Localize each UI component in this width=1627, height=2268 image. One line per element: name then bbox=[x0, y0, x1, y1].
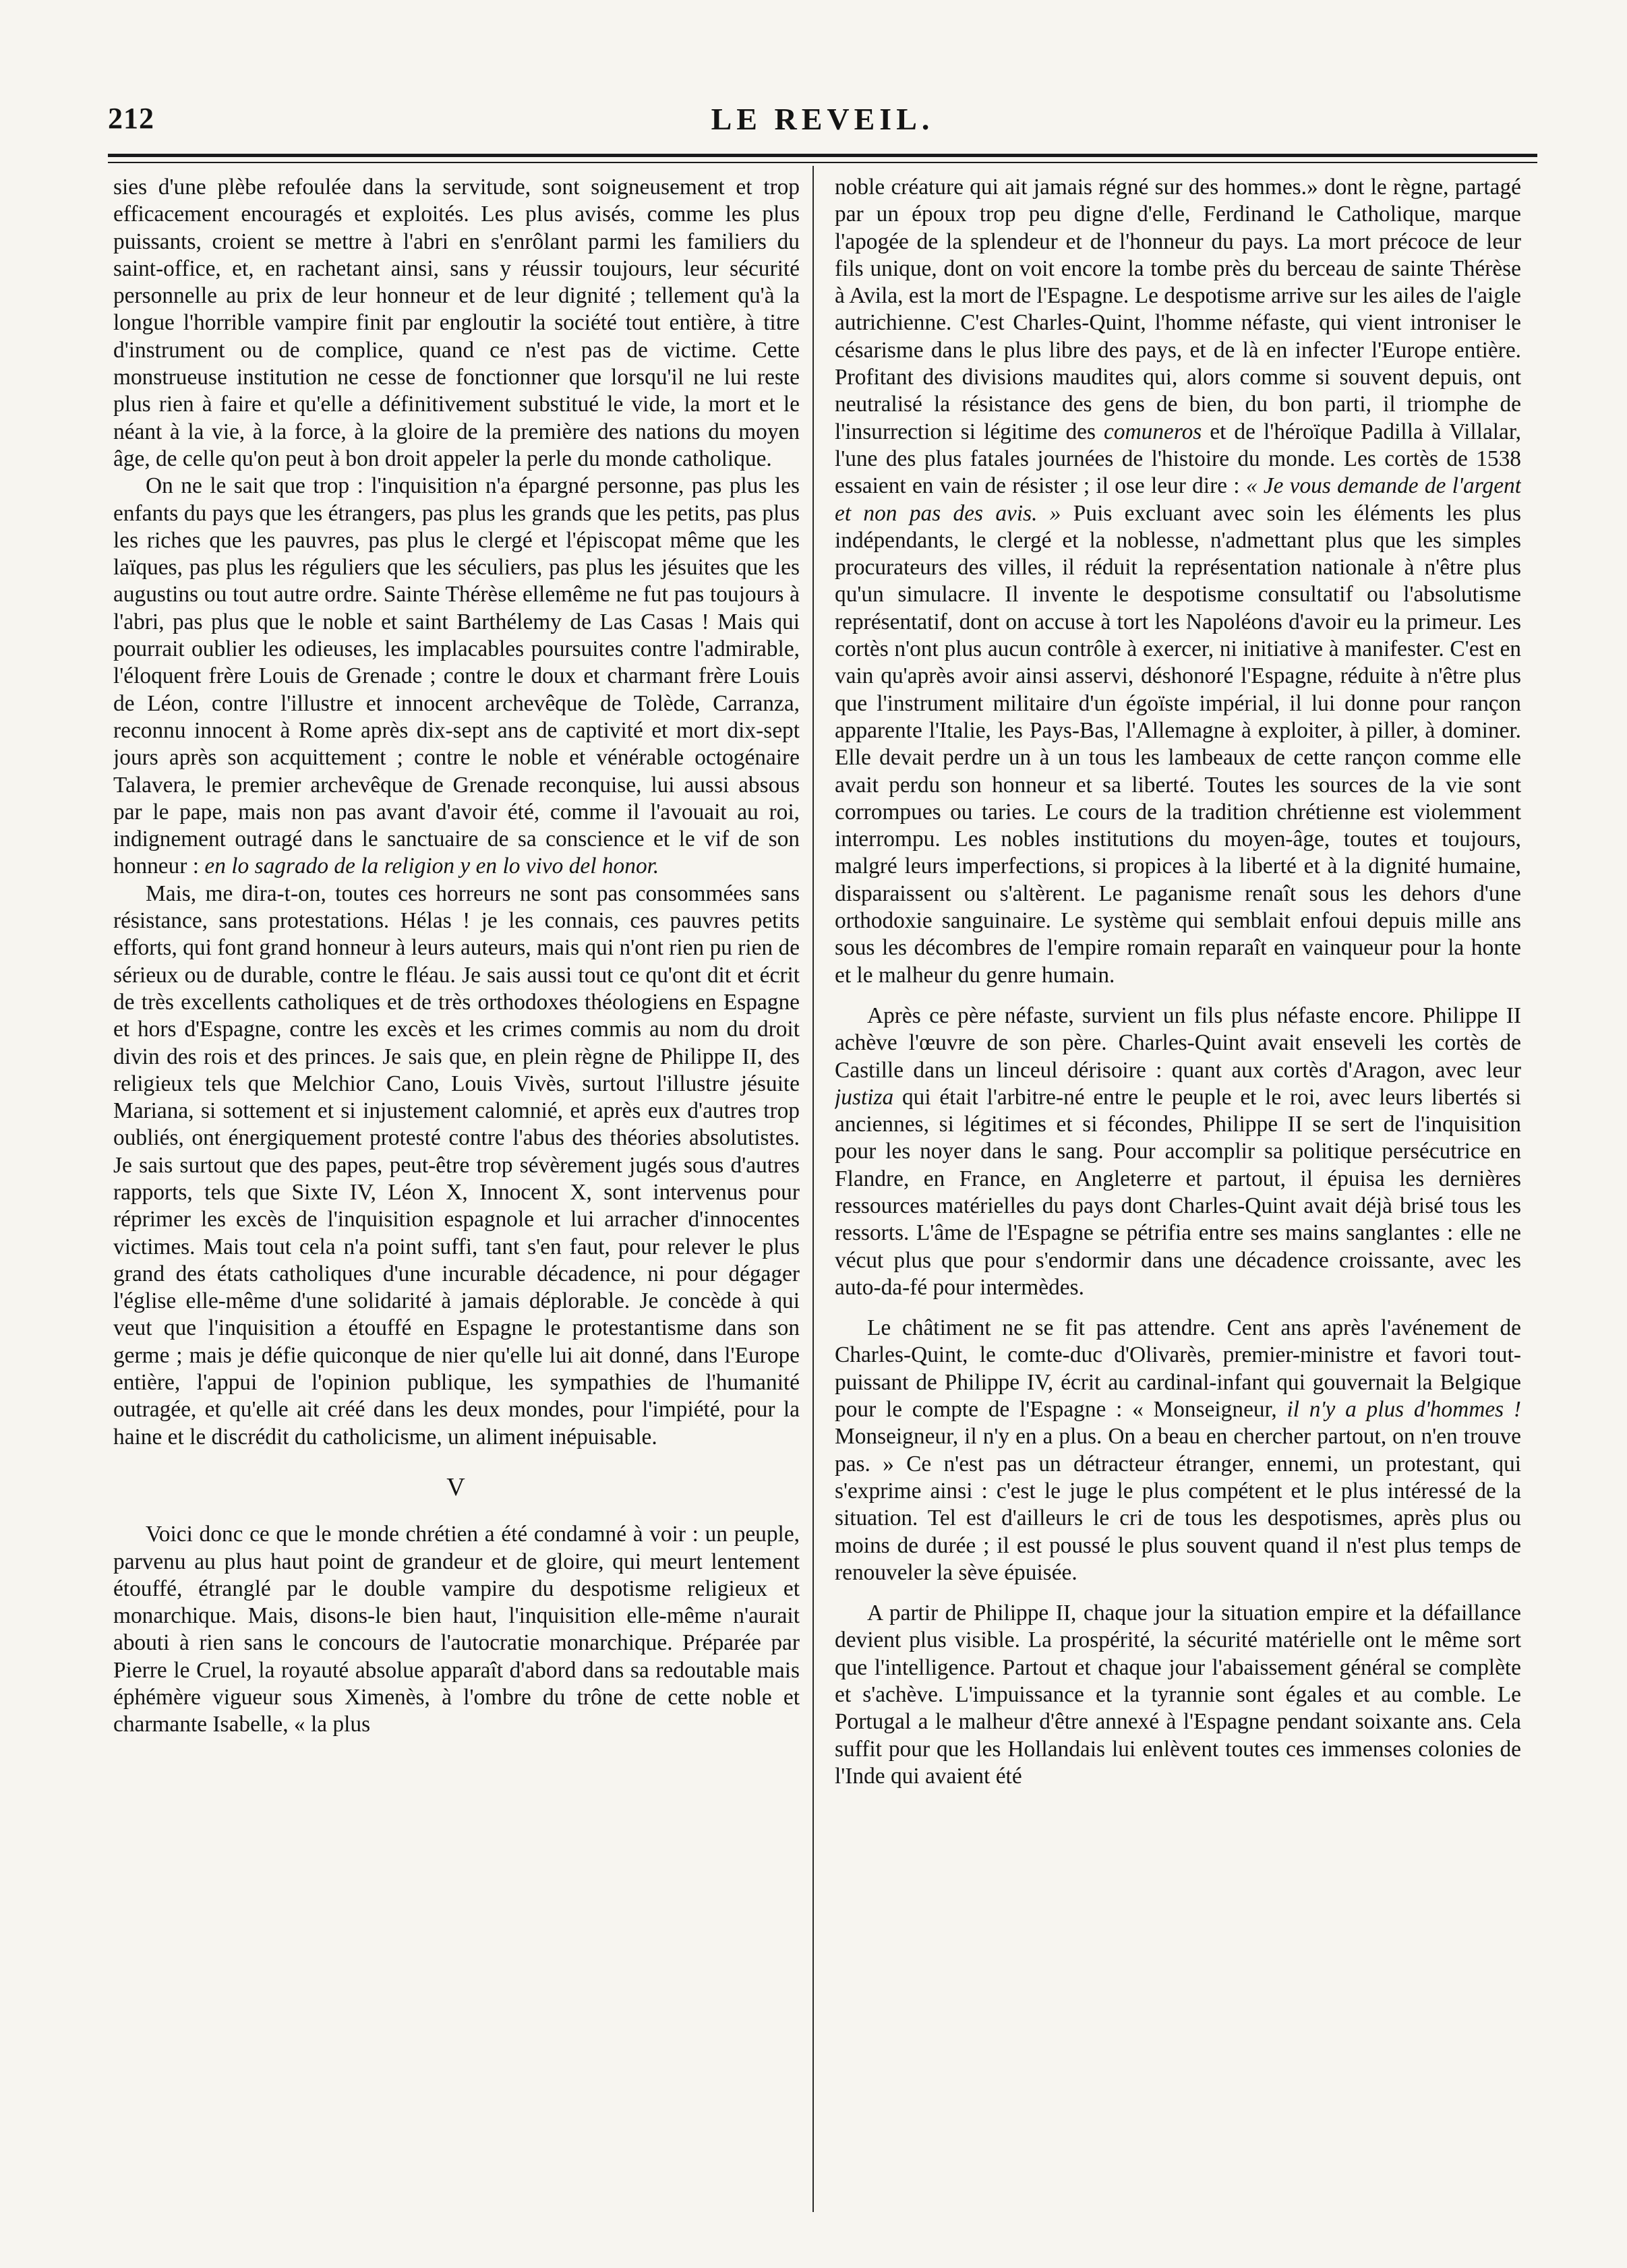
right-paragraph-4: A partir de Philippe II, chaque jour la situation empire et la défaillance devient plus visible. La prospérité, la sécurité matérielle ont le même sort que l'intelligence. Partout et chaque jour l'abaissement général se complète et s'achève. L'impuissance et la tyrannie sont égales et au comble. Le Portugal a le malheur d'être annexé à l'Espagne pendant soixante ans. Cela suffit pour que les Hollandais lui enlèvent toutes ces immenses colonies de l'Inde qui avaient été bbox=[835, 1601, 1521, 1789]
right-paragraph-3-text-a: Le châtiment ne se fit pas attendre. Cent ans après l'avénement de Charles-Quint, le comte-duc d'Olivarès, premier-ministre et favori tout-puissant de Philippe IV, écrit au cardinal-infant qui gouvernait la Belgique pour le compte de l'Espagne : « Monseigneur, bbox=[835, 1315, 1521, 1423]
left-paragraph-2-quote: en lo sagrado de la religion y en lo vivo del honor. bbox=[204, 854, 659, 879]
right-paragraph-1-italic-a: comuneros bbox=[1104, 419, 1202, 444]
header-rule-thick bbox=[108, 154, 1537, 157]
right-paragraph-2-text-b: qui était l'arbitre-né entre le peuple et le roi, avec leurs libertés si anciennes, si légitimes et si fécondes, Philippe II se sert de l'inquisition pour les noyer dans le sang. Pour accomplir sa politique persécutrice en Flandre, en France, en Angleterre et partout, il épuisa les dernières ressources matérielles du pays dont Charles-Quint avait déjà brisé tous les ressorts. L'âme de l'Espagne se pétrifia entre ses mains sanglantes : elle ne vécut plus que pour s'endormir dans une décadence croissante, avec les auto-da-fé pour intermèdes. bbox=[835, 1084, 1521, 1300]
right-paragraph-3-italic: il n'y a plus d'hommes ! bbox=[1286, 1397, 1521, 1423]
left-paragraph-2-text: On ne le sait que trop : l'inquisition n'a épargné personne, pas plus les enfants du pays que les étrangers, pas plus les grands que les petits, pas plus les riches que les pauvres, pas plus le clergé et l'épiscopat même que les laïques, pas plus les réguliers que les séculiers, pas plus les jésuites que les augustins ou tout autre ordre. Sainte Thérèse ellemême ne fut pas toujours à l'abri, pas plus que le noble et saint Barthélemy de Las Casas ! Mais qui pourrait oublier les odieuses, les implacables poursuites contre l'admirable, l'éloquent frère Louis de Grenade ; contre le doux et charmant frère Louis de Léon, contre l'illustre et innocent archevêque de Tolède, Carranza, reconnu innocent à Rome après dix-sept ans de captivité et mort dix-sept jours après son acquittement ; contre le noble et vénérable octogénaire Talavera, le premier archevêque de Grenade reconquise, lui aussi absous par le pape, mais non pas avant d'avoir été, comme il l'avouait au roi, indignement outragé dans le sanctuaire de sa conscience et le vif de son honneur : bbox=[113, 473, 800, 879]
right-paragraph-1-text-a: noble créature qui ait jamais régné sur des hommes.» dont le règne, partagé par un époux trop peu digne d'elle, Ferdinand le Catholique, marque l'apogée de la splendeur et de l'honneur du pays. La mort précoce de leur fils unique, dont on voit encore la tombe près du berceau de sainte Thérèse à Avila, est la mort de l'Espagne. Le despotisme arrive sur les ailes de l'aigle autrichienne. C'est Charles-Quint, l'homme néfaste, qui vient introniser le césarisme dans le plus libre des pays, et de là en infecter l'Europe entière. Profitant des divisions maudites qui, alors comme si souvent depuis, ont neutralisé la résistance des gens de bien, du bon parti, il triomphe de l'insurrection si légitime des bbox=[835, 175, 1521, 444]
right-paragraph-1 bbox=[835, 174, 1521, 989]
right-paragraph-3 bbox=[835, 1315, 1521, 1586]
section-heading: V bbox=[446, 1472, 467, 1501]
right-paragraph-1-italic-b: « Je vous demande de l'argent et non pas des avis. » bbox=[835, 473, 1521, 526]
running-title: LE REVEIL. bbox=[711, 102, 935, 136]
left-paragraph-3: Mais, me dira-t-on, toutes ces horreurs ne sont pas consommées sans résistance, sans protestations. Hélas ! je les connais, ces pauvres petits efforts, qui font grand honneur à leurs auteurs, mais qui n'ont rien pu rien de sérieux ou de durable, contre le fléau. Je sais aussi tout ce qu'ont dit et écrit de très excellents catholiques et de très orthodoxes théologiens en Espagne et hors d'Espagne, contre les excès et les crimes commis au nom du droit divin des rois et des princes. Je sais que, en plein règne de Philippe II, des religieux tels que Melchior Cano, Louis Vivès, surtout l'illustre jésuite Mariana, si sottement et si injustement calomnié, et après eux d'autres trop oubliés, ont énergiquement protesté contre l'abus des théories absolutistes. Je sais surtout que des papes, peut-être trop sévèrement jugés sous d'autres rapports, tels que Sixte IV, Léon X, Innocent X, sont intervenus pour réprimer les excès de l'inquisition espagnole et lui arracher d'innocentes victimes. Mais tout cela n'a point suffi, tant s'en faut, pour relever le plus grand des états catholiques d'une incurable décadence, ni pour dégager l'église elle-même d'une solidarité à jamais déplorable. Je concède à qui veut que l'inquisition a étouffé en Espagne le protestantisme dans son germe ; mais je défie quiconque de nier qu'elle lui ait donné, dans l'Europe entière, l'appui de l'opinion publique, les sympathies de l'humanité outragée, et qu'elle ait créé dans les deux mondes, pour l'impiété, pour la haine et le discrédit du catholicisme, un aliment inépuisable. bbox=[113, 881, 800, 1450]
right-paragraph-3-text-b: Monseigneur, il n'y en a plus. On a beau en chercher partout, on n'en trouve pas. » Ce n'est pas un détracteur étranger, ennemi, un protestant, qui s'exprime ainsi : c'est le juge le plus compétent et le plus intéressé de la situation. Tel est d'ailleurs le cri de tous les despotismes, après plus ou moins de durée ; il est poussé le plus souvent quand il n'est plus temps de renouveler la sève épuisée. bbox=[835, 1424, 1521, 1585]
left-paragraph-4: Voici donc ce que le monde chrétien a été condamné à voir : un peuple, parvenu au plus haut point de grandeur et de gloire, qui meurt lentement étouffé, étranglé par le double vampire du despotisme religieux et monarchique. Mais, disons-le bien haut, l'inquisition elle-même n'aurait abouti à rien sans le concours de l'autocratie monarchique. Préparée par Pierre le Cruel, la royauté absolue apparaît d'abord dans sa redoutable mais éphémère vigueur sous Ximenès, à l'ombre du trône de cette noble et charmante Isabelle, « la plus bbox=[113, 1522, 800, 1737]
left-paragraph-1: sies d'une plèbe refoulée dans la servitude, sont soigneusement et trop efficacement encouragés et exploités. Les plus avisés, comme les plus puissants, croient se mettre à l'abri en s'enrôlant parmi les familiers du saint-office, et, en rachetant ainsi, sans y réussir toujours, leur sécurité personnelle au prix de leur honneur et de leur dignité ; tellement qu'à la longue l'horrible vampire finit par engloutir la société tout entière, à titre d'instrument ou de complice, quand ce n'est pas de victime. Cette monstrueuse institution ne cesse de fonctionner que lorsqu'il ne lui reste plus rien à faire et qu'elle a définitivement substitué le vide, la mort et le néant à la vie, à la force, à la gloire de la première des nations du moyen âge, de celle qu'on peut à bon droit appeler la perle du monde catholique. bbox=[113, 175, 800, 471]
column-divider bbox=[812, 166, 814, 2212]
right-paragraph-2-text-a: Après ce père néfaste, survient un fils plus néfaste encore. Philippe II achève l'œuvre de son père. Charles-Quint avait enseveli les cortès de Castille dans un linceul dérisoire : quant aux cortès d'Aragon, avec leur bbox=[835, 1003, 1521, 1083]
header-rule-thin bbox=[108, 162, 1537, 163]
right-paragraph-2 bbox=[835, 1003, 1521, 1301]
right-paragraph-2-italic: justiza bbox=[835, 1084, 894, 1110]
right-paragraph-1-text-c: Puis excluant avec soin les éléments les plus indépendants, le clergé et la noblesse, n'admettant plus que les simples procurateurs des villes, il réduit la représentation nationale à n'être plus qu'un simulacre. Il invente le despotisme consultatif ou l'absolutisme représentatif, dont on accuse à tort les Napoléons d'avoir eu la primeur. Les cortès n'ont plus aucun contrôle à exercer, ni initiative à manifester. C'est en vain qu'après avoir ainsi asservi, déshonoré l'Espagne, réduite à n'être plus que l'instrument militaire d'un égoïste impérial, il lui donne pour rançon apparente l'Italie, les Pays-Bas, l'Allemagne à exploiter, à piller, à dominer. Elle devait perdre un à un tous les lambeaux de cette rançon comme elle avait perdu son honneur et sa liberté. Toutes les sources de la vie sont corrompues ou taries. Le cours de la tradition chrétienne est violemment interrompu. Les nobles institutions du moyen-âge, toutes et toujours, malgré leurs imperfections, si propices à la liberté et à la dignité humaine, disparaissent ou s'altèrent. Le paganisme renaît sous les dehors d'une orthodoxie sanguinaire. Le système qui semblait enfoui depuis mille ans sous les décombres de l'empire romain reparaît en vainqueur pour la honte et le malheur du genre humain. bbox=[835, 500, 1521, 988]
left-paragraph-2 bbox=[113, 473, 800, 880]
page-number: 212 bbox=[108, 102, 154, 135]
right-column bbox=[835, 174, 1521, 2217]
left-column bbox=[113, 174, 800, 2217]
right-paragraph-1-text-b: et de l'héroïque Padilla à Villalar, l'une des plus fatales journées de l'histoire du monde. Les cortès de 1538 essaient en vain de résister ; il ose leur dire : bbox=[835, 419, 1521, 499]
page-header bbox=[108, 101, 1537, 155]
